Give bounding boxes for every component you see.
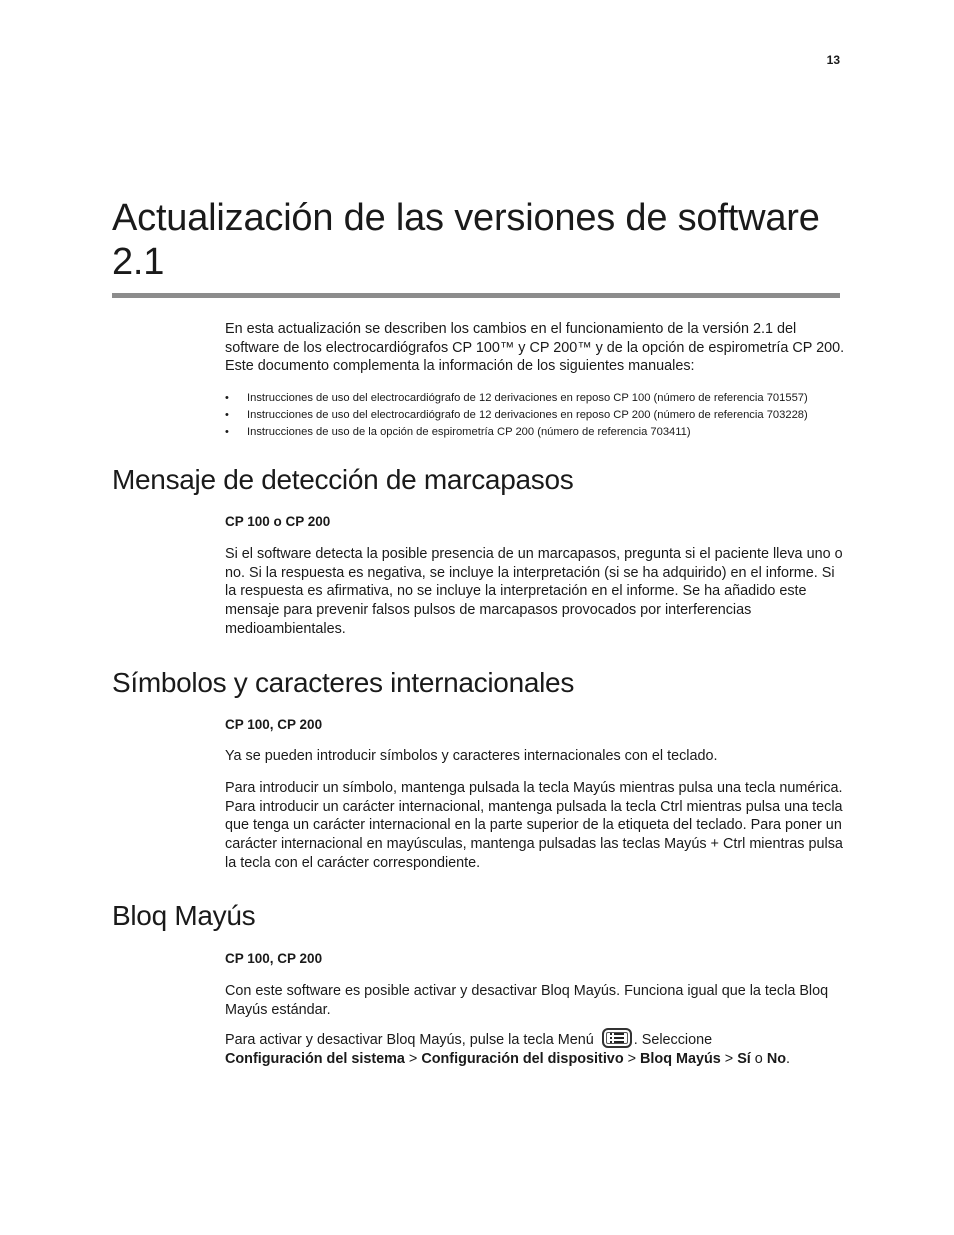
menu-option-yes: Sí [737, 1050, 751, 1067]
intro-text: En esta actualización se describen los cambios en el funcionamiento de la versión 2.1 del software de los electrocardiógrafos CP 100™ y CP 200™ y de la opción de espirometría CP 200. Este documento complementa la información de los siguientes manuales: [225, 321, 845, 375]
section-body [225, 747, 845, 766]
menu-path-device-config: Configuración del dispositivo [421, 1050, 624, 1067]
sentence-end: . [786, 1050, 790, 1067]
menu-option-no: No [766, 1050, 786, 1067]
paragraph [225, 1031, 845, 1068]
instruction-text: . Seleccione [633, 1032, 713, 1048]
section-models: CP 100 o CP 200 [225, 514, 331, 529]
paragraph: Ya se pueden introducir símbolos y caracteres internacionales con el teclado. [225, 748, 718, 764]
menu-path-system-config: Configuración del sistema [225, 1050, 405, 1067]
path-separator: > [627, 1050, 637, 1067]
manual-list [225, 390, 840, 441]
intro-paragraph [225, 320, 845, 376]
menu-key-icon [602, 1028, 632, 1048]
or-word: o [754, 1050, 763, 1067]
caps-lock-instruction [225, 1031, 845, 1068]
section-heading-pacemaker: Mensaje de detección de marcapasos [112, 464, 574, 495]
paragraph: Con este software es posible activar y desactivar Bloq Mayús. Funciona igual que la tecla Bloq Mayús estándar. [225, 983, 829, 1018]
section-models: CP 100, CP 200 [225, 951, 323, 966]
section-body [225, 779, 845, 873]
list-item: • Instrucciones de uso del electrocardiógrafo de 12 derivaciones en reposo CP 100 (número de referencia 701557) [225, 390, 840, 407]
list-item: • Instrucciones de uso de la opción de espirometría CP 200 (número de referencia 703411) [225, 424, 840, 441]
section-models: CP 100, CP 200 [225, 717, 323, 732]
paragraph: Para introducir un símbolo, mantenga pulsada la tecla Mayús mientras pulsa una tecla numérica. Para introducir un carácter internacional, mantenga pulsada la tecla Ctrl mientras pulsa una tecla que tenga un carácter internacional en la parte superior de la etiqueta del teclado. Para poner un carácter internacional en mayúsculas, mantenga pulsadas las teclas Mayús + Ctrl mientras pulsa la tecla con el carácter correspondiente. [225, 780, 843, 871]
page-title: Actualización de las versiones de software 2.1 [112, 197, 820, 283]
instruction-text: Para activar y desactivar Bloq Mayús, pulse la tecla Menú [225, 1032, 594, 1048]
paragraph: Si el software detecta la posible presencia de un marcapasos, pregunta si el paciente lleva uno o no. Si la respuesta es negativa, se incluye la interpretación (si se ha adquirido) en el informe. Si la respuesta es afirmativa, no se incluye la interpretación en el informe. Se ha añadido este mensaje para prevenir falsos pulsos de marcapasos provocados por interferencias medioambientales. [225, 546, 843, 637]
title-rule [112, 293, 840, 298]
section-body [225, 982, 845, 1019]
menu-path-caps-lock: Bloq Mayús [640, 1050, 721, 1067]
section-heading-caps-lock: Bloq Mayús [112, 900, 256, 931]
list-item: • Instrucciones de uso del electrocardiógrafo de 12 derivaciones en reposo CP 200 (número de referencia 703228) [225, 407, 840, 424]
path-separator: > [724, 1050, 734, 1067]
section-body [225, 545, 845, 639]
path-separator: > [408, 1050, 418, 1067]
page-number: 13 [826, 53, 840, 67]
section-heading-symbols: Símbolos y caracteres internacionales [112, 667, 575, 698]
